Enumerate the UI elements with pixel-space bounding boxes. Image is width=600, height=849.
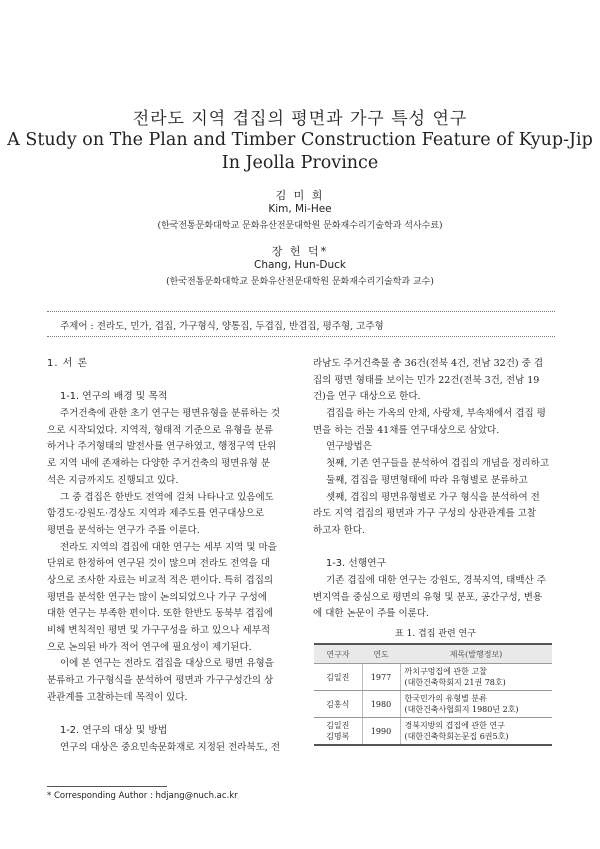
paragraph-line: 연구의 대상은 중요민속문화재로 지정된 전라북도, 전: [60, 741, 281, 753]
paragraph-line: 이에 본 연구는 전라도 겹집을 대상으로 평면 유형을: [60, 658, 274, 670]
table-cell-author: 김일진: [314, 664, 362, 691]
subsection-heading: 1-1. 연구의 배경 및 목적: [60, 391, 168, 403]
table-header: 연도: [362, 644, 400, 664]
table-cell-title: 한국민가의 유형별 분류 (대한건축사협회지 1980년 2호): [400, 691, 552, 718]
paragraph-line: 그 중 겹집은 한반도 전역에 걸쳐 나타나고 있음에도: [60, 491, 274, 503]
table-cell-title: 까치구멍집에 관한 고찰 (대한건축학회지 21권 78호): [400, 664, 552, 691]
table-cell-year: 1977: [362, 664, 400, 691]
paragraph-line: 으로 논의된 바가 적어 연구에 필요성이 제기된다.: [47, 641, 252, 653]
footnote-divider: [47, 786, 167, 787]
author1-name-ko: 김 미 희: [275, 189, 325, 202]
title-korean: 전라도 지역 겹집의 평면과 가구 특성 연구: [132, 109, 468, 129]
keywords: 주제어 : 전라도, 민가, 겹집, 가구형식, 양통집, 두겹집, 반겹집, 평주형, 고주형: [60, 321, 384, 332]
paragraph-line: 주거건축에 관한 초기 연구는 평면유형을 분류하는 것: [60, 408, 281, 420]
paragraph-line: 평면을 분석하는 연구가 주를 이룬다.: [47, 524, 200, 536]
paragraph-line: 셋째, 겹집의 평면유형별로 가구 형식을 분석하여 전: [326, 491, 540, 503]
paragraph-line: 으로 시작되었다. 지역적, 형태적 기준으로 유형을 분류: [47, 424, 274, 436]
paragraph-line: 연구방법은: [326, 441, 372, 453]
paragraph-line: 둘째, 겹집을 평면형태에 따라 유형별로 분류하고: [326, 474, 528, 486]
paragraph-line: 에 대한 논문이 주를 이룬다.: [313, 608, 430, 620]
paragraph-line: 석은 지금까지도 진행되고 있다.: [47, 474, 179, 486]
paragraph-line: 평면을 분석한 연구는 많이 논의되었으나 가구 구성에: [47, 591, 268, 603]
table-row: [314, 691, 552, 718]
paragraph-line: 첫째, 기존 연구들을 분석하여 겹집의 개념을 정리하고: [326, 458, 550, 470]
author1-name-en: Kim, Mi-Hee: [268, 203, 332, 215]
paragraph-line: 면을 하는 건물 41채를 연구대상으로 삼았다.: [313, 424, 500, 436]
paragraph-line: 함경도·강원도·경상도 지역과 제주도를 연구대상으로: [47, 508, 264, 520]
research-table: [314, 643, 552, 746]
table-caption: 표 1. 겹집 관련 연구: [395, 629, 476, 639]
paragraph-line: 단위로 한정하여 연구된 것이 많으며 전라도 전역을 대: [47, 558, 271, 570]
right-column: [313, 356, 558, 623]
paragraph-line: 하고자 한다.: [313, 524, 365, 536]
subsection-heading: 1-2. 연구의 대상 및 방법: [60, 725, 168, 737]
paragraph-line: 집의 평면 형태를 보이는 민가 22건(전북 3건, 전남 19: [313, 374, 540, 386]
paragraph-line: 관관계를 고찰하는데 목적이 있다.: [47, 691, 188, 703]
section-heading: 1. 서 론: [47, 358, 89, 369]
table-header-row: [314, 644, 552, 664]
paragraph-line: 대한 연구는 부족한 편이다. 또한 한반도 동북부 겹집에: [47, 608, 274, 620]
subsection-heading: 1-3. 선행연구: [326, 558, 387, 570]
author2-affiliation: (한국전통문화대학교 문화유산전문대학원 문화재수리기술학과 교수): [166, 277, 434, 287]
table-cell-author: 김홍식: [314, 691, 362, 718]
footnote: * Corresponding Author : hdjang@nuch.ac.kr: [47, 791, 238, 801]
paragraph-line: 상으로 조사한 자료는 비교적 적은 편이다. 특히 겹집의: [47, 574, 274, 586]
author2-name-ko: 장 헌 덕*: [271, 245, 329, 258]
paragraph-line: 전라도 지역의 겹집에 대한 연구는 세부 지역 및 마을: [60, 541, 277, 553]
table-header: 연구자: [314, 644, 362, 664]
author2-name-en: Chang, Hun-Duck: [253, 259, 346, 271]
left-column: [47, 356, 295, 757]
author1-affiliation: (한국전통문화대학교 문화유산전문대학원 문화재수리기술학과 석사수료): [157, 221, 443, 231]
paragraph-line: 로 지역 내에 존재하는 다양한 주거건축의 평면유형 분: [47, 458, 271, 470]
paragraph-line: 겹집을 하는 가옥의 안채, 사랑채, 부속채에서 겹집 평: [326, 408, 546, 420]
paragraph-line: 라남도 주거건축물 총 36건(전북 4건, 전남 32건) 중 겹: [313, 358, 543, 369]
paragraph-line: 기존 겹집에 대한 연구는 강원도, 경북지역, 태백산 주: [326, 574, 546, 586]
table-cell-year: 1980: [362, 691, 400, 718]
table-cell-author: 김일진 김명복: [314, 718, 362, 746]
paragraph-line: 변지역을 중심으로 평면의 유형 및 분포, 공간구성, 변용: [313, 591, 543, 603]
paragraph-line: 분류하고 가구형식을 분석하여 평면과 가구구성간의 상: [47, 675, 274, 687]
table-row: [314, 718, 552, 746]
paragraph-line: 하거나 주거형태의 발전사를 연구하였고, 행정구역 단위: [47, 441, 277, 453]
table-cell-title: 경북지방의 겹집에 관한 연구 (대한건축학회논문집 6권5호): [400, 718, 552, 746]
paragraph-line: 라도 지역 겹집의 평면과 가구 구성의 상관관계를 고찰: [313, 508, 537, 520]
title-english-line2: In Jeolla Province: [221, 153, 379, 173]
table-cell-year: 1990: [362, 718, 400, 746]
table-header: 제목(발행정보): [400, 644, 552, 664]
title-english-line1: A Study on The Plan and Timber Construction Feature of Kyup-Jip: [7, 130, 593, 150]
table-row: [314, 664, 552, 691]
paragraph-line: 비해 변칙적인 평면 및 가구구성을 하고 있으나 세부적: [47, 625, 271, 636]
paragraph-line: 건)을 연구 대상으로 한다.: [313, 391, 421, 403]
